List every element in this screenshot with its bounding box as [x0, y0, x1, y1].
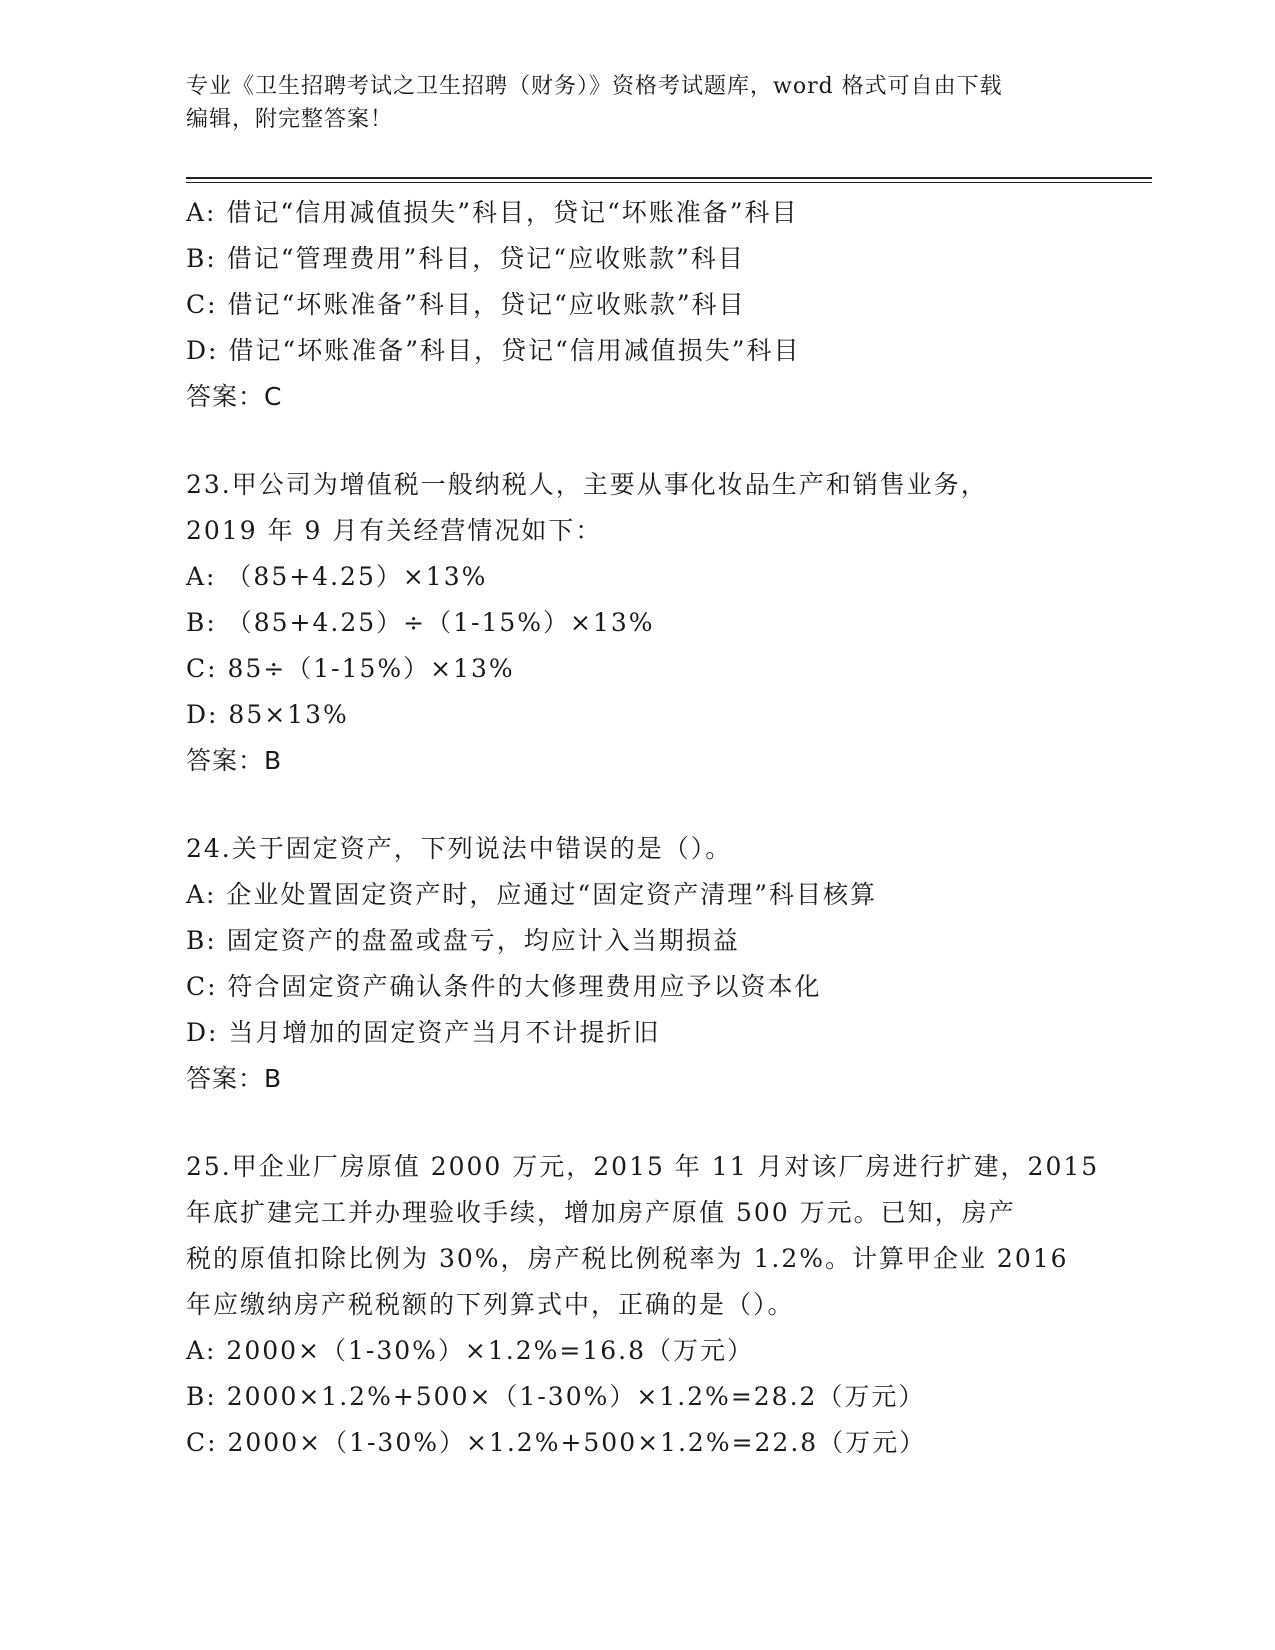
header-divider-thick: [186, 177, 1152, 179]
option-d: D: 85×13%: [186, 700, 349, 729]
answer-label: 答案：B: [186, 746, 283, 775]
option-a: A: 企业处置固定资产时，应通过“固定资产清理”科目核算: [186, 880, 877, 909]
option-b: B: 2000×1.2%+500×（1-30%）×1.2%=28.2（万元）: [186, 1382, 926, 1411]
question-stem-line: 24.关于固定资产，下列说法中错误的是（）。: [186, 834, 733, 863]
option-a: A: 2000×（1-30%）×1.2%=16.8（万元）: [186, 1336, 754, 1365]
question-stem-line: 23.甲公司为增值税一般纳税人，主要从事化妆品生产和销售业务，: [186, 470, 988, 499]
option-c: C: 85÷（1-15%）×13%: [186, 654, 515, 683]
question-24: [186, 826, 1086, 1102]
header-line-1: 专业《卫生招聘考试之卫生招聘（财务）》资格考试题库，word 格式可自由下载: [186, 74, 1003, 99]
question-25: [186, 1144, 1100, 1466]
question-stem-line: 25.甲企业厂房原值 2000 万元，2015 年 11 月对该厂房进行扩建，2015: [186, 1152, 1100, 1181]
option-c: C: 2000×（1-30%）×1.2%+500×1.2%=22.8（万元）: [186, 1428, 927, 1457]
header-line-2: 编辑，附完整答案！: [186, 107, 394, 132]
question-22: [186, 190, 1086, 420]
question-stem-line: 年底扩建完工并办理验收手续，增加房产原值 500 万元。已知，房产: [186, 1198, 1016, 1227]
option-b: B: 借记“管理费用”科目，贷记“应收账款”科目: [186, 244, 745, 273]
option-c: C: 借记“坏账准备”科目，贷记“应收账款”科目: [186, 290, 746, 319]
answer-label: 答案：B: [186, 1064, 283, 1093]
option-b: B: 固定资产的盘盈或盘亏，均应计入当期损益: [186, 926, 740, 955]
option-d: D: 借记“坏账准备”科目，贷记“信用减值损失”科目: [186, 336, 801, 365]
question-stem-line: 2019 年 9 月有关经营情况如下：: [186, 516, 603, 545]
option-d: D: 当月增加的固定资产当月不计提折旧: [186, 1018, 661, 1047]
header-divider-thin: [186, 182, 1152, 183]
answer-label: 答案：C: [186, 382, 283, 411]
question-stem-line: 税的原值扣除比例为 30%，房产税比例税率为 1.2%。计算甲企业 2016: [186, 1244, 1069, 1273]
option-b: B: （85+4.25）÷（1-15%）×13%: [186, 608, 655, 637]
option-a: A: （85+4.25）×13%: [186, 562, 488, 591]
question-content: [186, 190, 1100, 1466]
document-header: [186, 70, 1066, 136]
question-stem-line: 年应缴纳房产税税额的下列算式中，正确的是（）。: [186, 1290, 795, 1319]
question-23: [186, 462, 1086, 784]
option-a: A: 借记“信用减值损失”科目，贷记“坏账准备”科目: [186, 198, 799, 227]
option-c: C: 符合固定资产确认条件的大修理费用应予以资本化: [186, 972, 822, 1001]
